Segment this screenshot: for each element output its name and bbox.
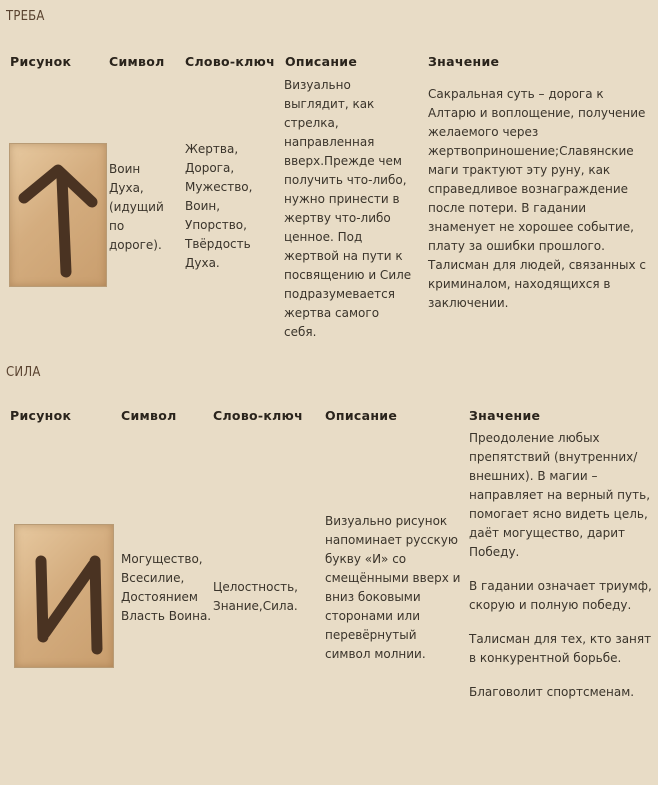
header-picture: Рисунок [10, 54, 72, 69]
header-picture: Рисунок [10, 408, 72, 423]
lightning-rune-icon [15, 525, 113, 667]
header-keyword: Слово-ключ [213, 408, 303, 423]
arrow-rune-tile [9, 143, 107, 287]
header-symbol: Символ [109, 54, 165, 69]
lightning-rune-tile [14, 524, 114, 668]
meaning-paragraph: Благоволит спортсменам. [469, 685, 635, 699]
symbol-text: Воин Духа, (идущий по дороге). [109, 162, 164, 252]
meaning-paragraph: Преодоление любых препятствий (внутренних/внешних). В магии – направляет на верный путь, помогает ясно видеть цель, даёт могущество, дарит Победу. [469, 431, 651, 559]
keywords-text: Целостность, Знание,Сила. [213, 580, 298, 613]
keywords-text: Жертва, Дорога, Мужество, Воин, Упорство, Твёрдость Духа. [185, 142, 253, 270]
section-title-sila: СИЛА [6, 365, 41, 380]
symbol-text: Могущество, Всесилие, Достоянием Власть Воина. [121, 552, 212, 623]
header-symbol: Символ [121, 408, 177, 423]
header-keyword: Слово-ключ [185, 54, 275, 69]
header-meaning: Значение [469, 408, 541, 423]
section-title-treba: ТРЕБА [6, 9, 45, 24]
meaning-paragraph: Сакральная суть – дорога к Алтарю и воплощение, получение желаемого через жертвоприношение;Славянские маги трактуют эту руну, как справедливое вознаграждение после потери. В гадании знаменует не хорошее событие, плату за ошибки прошлого. Талисман для людей, связанных с криминалом, находящихся в заключении. [428, 87, 646, 310]
header-description: Описание [285, 54, 358, 69]
description-text: Визуально рисунок напоминает русскую букву «И» со смещёнными вверх и вниз боковыми сторонами или перевёрнутый символ молнии. [325, 514, 461, 661]
meaning-text [428, 85, 650, 313]
meaning-text [469, 429, 652, 702]
header-description: Описание [325, 408, 398, 423]
meaning-paragraph: В гадании означает триумф, скорую и полную победу. [469, 579, 652, 612]
arrow-rune-icon [10, 144, 106, 286]
meaning-paragraph: Талисман для тех, кто занят в конкурентной борьбе. [469, 632, 652, 665]
header-meaning: Значение [428, 54, 500, 69]
description-text: Визуально выглядит, как стрелка, направленная вверх.Прежде чем получить что-либо, нужно принести в жертву что-либо ценное. Под жертвой на пути к посвящению и Силе подразумевается жертва самого себя. [284, 78, 412, 339]
